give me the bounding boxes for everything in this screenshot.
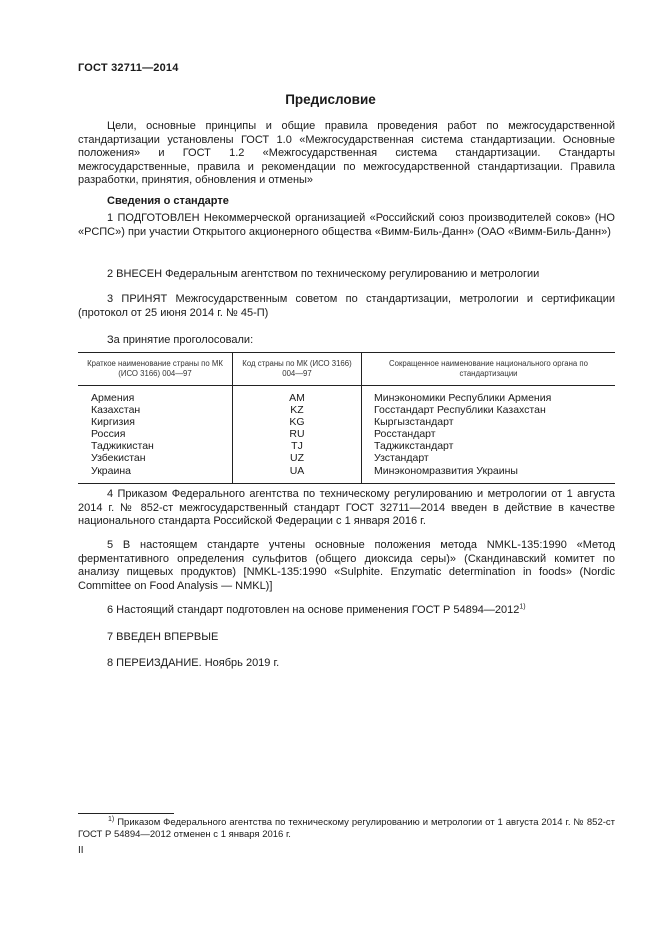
- body-cell: Госстандарт Республики Казахстан: [362, 404, 616, 416]
- code-cell: UA: [233, 465, 362, 484]
- code-cell: TJ: [233, 440, 362, 452]
- item-3-paragraph: 3 ПРИНЯТ Межгосударственным советом по стандартизации, метрологии и сертификации (протокол от 25 июня 2014 г. № 45-П): [78, 293, 615, 319]
- intro-paragraph: Цели, основные принципы и общие правила проведения работ по межгосударственной стандартизации установлены ГОСТ 1.0 «Межгосударственная система стандартизации. Основные положения» и ГОСТ 1.2 «Межгосударственная система стандартизации. Стандарты межгосударственные, правила и рекомендации по межгосударственной стандартизации. Правила разработки, принятия, обновления и отмены»: [78, 120, 615, 187]
- table-row: [78, 452, 615, 464]
- voting-table: [78, 352, 615, 484]
- item-2-paragraph: 2 ВНЕСЕН Федеральным агентством по техническому регулированию и метрологии: [107, 268, 540, 280]
- table-row: [78, 440, 615, 452]
- footnote-text: Приказом Федерального агентства по техническому регулированию и метрологии от 1 августа 2014 г. № 852-ст ГОСТ Р 54894—2012 отменен с 1 января 2016 г.: [78, 817, 615, 840]
- vote-label: За принятие проголосовали:: [107, 334, 254, 346]
- code-cell: UZ: [233, 452, 362, 464]
- item-6-text: 6 Настоящий стандарт подготовлен на основе применения ГОСТ Р 54894—2012: [107, 604, 520, 616]
- item-4-paragraph: 4 Приказом Федерального агентства по техническому регулированию и метрологии от 1 августа 2014 г. № 852-ст межгосударственный стандарт ГОСТ 32711—2014 введен в действие в качестве национального стандарта Российской Федерации с 1 января 2016 г.: [78, 488, 615, 528]
- country-cell: Армения: [91, 392, 135, 404]
- table-header-row: [78, 353, 615, 386]
- footnote-mark: 1): [108, 815, 115, 823]
- table-row: [78, 428, 615, 440]
- country-cell: Россия: [91, 428, 126, 441]
- standard-header: ГОСТ 32711—2014: [78, 62, 179, 74]
- country-cell: Таджикистан: [91, 440, 154, 453]
- table-row: [78, 416, 615, 428]
- item-1-paragraph: 1 ПОДГОТОВЛЕН Некоммерческой организацией «Российский союз производителей соков» (НО «РСПС») при участии Открытого акционерного общества «Вимм-Биль-Данн» (ОАО «Вимм-Биль-Данн»): [78, 212, 615, 238]
- code-cell: KG: [233, 416, 362, 428]
- table-row: [78, 404, 615, 416]
- section-title: Сведения о стандарте: [107, 195, 229, 207]
- footnote-divider: [78, 813, 174, 814]
- body-cell: Таджикстандарт: [362, 440, 616, 452]
- country-cell: Казахстан: [91, 404, 141, 417]
- country-cell: Узбекистан: [91, 452, 146, 465]
- body-cell: Минэкономики Республики Армения: [362, 386, 616, 405]
- code-cell: KZ: [233, 404, 362, 416]
- header-body: Сокращенное наименование национального органа по стандартизации: [362, 353, 616, 386]
- country-cell: Украина: [91, 464, 131, 477]
- item-6-paragraph: [78, 604, 615, 618]
- page-title: Предисловие: [285, 92, 376, 107]
- body-cell: Узстандарт: [362, 452, 616, 464]
- footnote-reference[interactable]: 1): [519, 603, 526, 611]
- code-cell: AM: [233, 386, 362, 405]
- header-code: Код страны по МК (ИСО 3166) 004—97: [233, 353, 362, 386]
- item-5-paragraph: 5 В настоящем стандарте учтены основные положения метода NMKL-135:1990 «Метод ферментативного определения сульфитов (общего диоксида серы)» (Скандинавский комитет по анализу пищевых продуктов) [NMKL-135:1990 «Sulphite. Enzymatic determination in foods» (Nordic Committee on Food Analysis — NMKL)]: [78, 539, 615, 592]
- table-row: [78, 465, 615, 484]
- body-cell: Минэкономразвития Украины: [362, 465, 616, 484]
- code-cell: RU: [233, 428, 362, 440]
- body-cell: Росстандарт: [362, 428, 616, 440]
- header-country: Краткое наименование страны по МК (ИСО 3166) 004—97: [78, 353, 233, 386]
- table-row: [78, 386, 615, 405]
- body-cell: Кыргызстандарт: [362, 416, 616, 428]
- page-number: II: [78, 845, 84, 856]
- country-cell: Киргизия: [91, 416, 135, 429]
- footnote: [78, 817, 615, 841]
- item-8-paragraph: 8 ПЕРЕИЗДАНИЕ. Ноябрь 2019 г.: [107, 657, 280, 669]
- item-7-paragraph: 7 ВВЕДЕН ВПЕРВЫЕ: [107, 631, 219, 643]
